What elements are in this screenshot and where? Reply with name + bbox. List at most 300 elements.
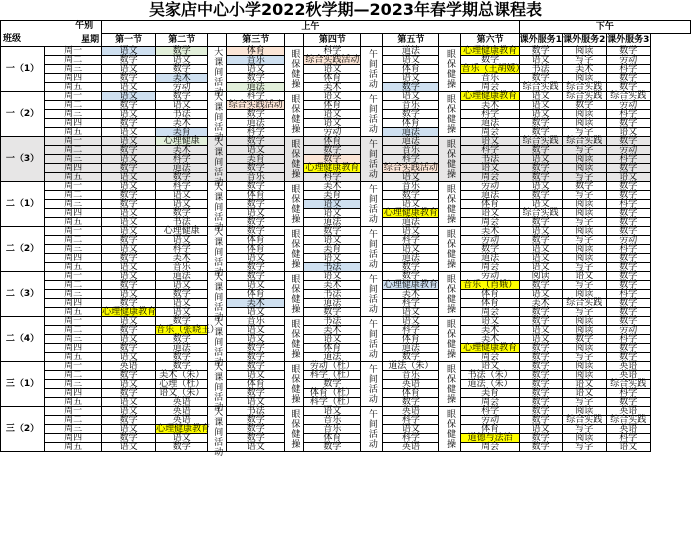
lesson-cell: 美术 <box>562 65 606 74</box>
lesson-cell: 数学 <box>227 227 285 236</box>
lesson-cell: 美术 <box>227 299 285 308</box>
lesson-cell: 语文 <box>383 56 439 65</box>
lesson-cell: 数学 <box>102 281 156 290</box>
lesson-cell: 语文（朱） <box>156 389 208 398</box>
lesson-cell: 数学 <box>227 137 285 146</box>
lesson-cell: 语文 <box>156 191 208 200</box>
day-label: 周二 <box>45 146 102 155</box>
day-label: 周一 <box>45 137 102 146</box>
corner-mid-label: 星期 <box>81 35 100 45</box>
eye-exercise-label: 眼保健操 <box>439 182 461 227</box>
lesson-cell: 美术 <box>304 326 361 335</box>
lesson-cell: 语文 <box>102 245 156 254</box>
lesson-cell: 数学 <box>304 443 361 452</box>
lesson-cell: 数学 <box>227 218 285 227</box>
lesson-cell: 语文 <box>102 317 156 326</box>
lesson-cell: 阅读 <box>562 344 606 353</box>
lesson-cell: 美育 <box>461 389 519 398</box>
eye-exercise-label: 眼保健操 <box>285 317 304 362</box>
lesson-cell: 语文 <box>519 182 562 191</box>
day-label: 周一 <box>45 47 102 56</box>
lesson-cell: 阅读 <box>562 245 606 254</box>
eye-exercise-label: 眼保健操 <box>285 227 304 272</box>
lesson-cell: 数学 <box>606 47 650 56</box>
lesson-cell: 数学 <box>519 173 562 182</box>
lesson-cell: 阅读 <box>562 227 606 236</box>
lesson-cell: 科学 <box>383 299 439 308</box>
eye-exercise-label: 眼保健操 <box>285 92 304 137</box>
lesson-cell: 数学 <box>227 272 285 281</box>
lesson-cell: 英语 <box>606 425 650 434</box>
lesson-cell: 综合实践活动 <box>383 163 438 173</box>
lesson-cell: 语文 <box>156 236 208 245</box>
lesson-cell: 数学 <box>606 191 650 200</box>
lesson-cell: 道法 <box>156 344 208 353</box>
day-label: 周四 <box>45 344 102 353</box>
service-1-header: 课外服务1 <box>519 34 562 45</box>
lesson-cell: 数学 <box>227 416 285 425</box>
lesson-cell: 数学 <box>461 245 519 254</box>
lesson-cell: 数学 <box>606 74 650 83</box>
day-label: 周五 <box>45 443 102 452</box>
lesson-cell: 体育 <box>304 101 361 110</box>
lesson-cell: 科学 <box>461 407 519 416</box>
lesson-cell: 周会 <box>461 398 519 407</box>
lesson-cell: 语文 <box>519 101 562 110</box>
lesson-cell: 写字 <box>562 281 606 290</box>
lesson-cell: 语文 <box>562 272 606 281</box>
eye-exercise-label: 眼保健操 <box>439 92 461 137</box>
lesson-cell: 语文 <box>102 83 156 92</box>
day-label: 周五 <box>45 173 102 182</box>
class-label: 三（2） <box>1 407 45 452</box>
day-label: 周四 <box>45 164 102 173</box>
lesson-cell: 心理健康教育 <box>461 92 519 101</box>
lesson-cell: 数学 <box>519 119 562 128</box>
lesson-cell: 数学 <box>227 182 285 191</box>
period-5-header: 第五节 <box>383 34 439 47</box>
lesson-cell: 数学 <box>227 74 285 83</box>
lesson-cell: 数学 <box>102 56 156 65</box>
lesson-cell: 语文 <box>102 182 156 191</box>
lesson-cell: 美术 <box>461 101 519 110</box>
lesson-cell: 美术 <box>383 290 439 299</box>
lesson-cell: 语文 <box>383 227 439 236</box>
day-label: 周五 <box>45 308 102 317</box>
lesson-cell: 阅读 <box>562 200 606 209</box>
lesson-cell: 数学 <box>227 263 285 272</box>
lesson-cell: 美育 <box>227 155 285 164</box>
lesson-cell: 美术 <box>461 335 519 344</box>
lesson-cell: 体育 <box>227 191 285 200</box>
corner-header <box>1 21 102 47</box>
lesson-cell: 语文 <box>156 200 208 209</box>
lesson-cell: 美术 <box>304 182 361 191</box>
class-label: 一（2） <box>1 92 45 137</box>
lesson-cell: 语文 <box>304 209 361 218</box>
lesson-cell: 科学 <box>156 245 208 254</box>
lesson-cell: 音乐 <box>383 371 439 380</box>
lesson-cell: 数学 <box>156 317 208 326</box>
lesson-cell: 语文 <box>102 65 156 74</box>
lesson-cell: 数学 <box>102 191 156 200</box>
lesson-cell: 心理健康教育 <box>461 47 519 56</box>
lesson-cell: 数学 <box>606 254 650 263</box>
lesson-cell: 语文 <box>383 74 439 83</box>
lesson-cell: 劳动 <box>606 101 650 110</box>
lesson-cell: 数学 <box>156 92 208 101</box>
eye-exercise-label: 眼保健操 <box>285 272 304 317</box>
noon-activity-label: 午间活动 <box>361 407 383 452</box>
lesson-cell: 劳动（杜） <box>304 362 361 371</box>
lesson-cell: 音乐 <box>383 101 439 110</box>
lesson-cell: 语文 <box>519 254 562 263</box>
lesson-cell: 写字 <box>562 236 606 245</box>
lesson-cell: 综合实践 <box>606 380 650 389</box>
lesson-cell: 语文 <box>383 245 439 254</box>
lesson-cell: 道法 <box>383 47 439 56</box>
lesson-cell: 道法 <box>461 191 519 200</box>
period-4-header: 第四节 <box>304 34 361 47</box>
lesson-cell: 阅读 <box>562 254 606 263</box>
lesson-cell: 体育 <box>304 344 361 353</box>
lesson-cell: 阅读 <box>562 155 606 164</box>
lesson-cell: 数学 <box>102 200 156 209</box>
day-label: 周五 <box>45 353 102 362</box>
lesson-cell: 美术 <box>461 227 519 236</box>
lesson-cell: 综合实践 <box>562 137 606 146</box>
lesson-cell: 体育 <box>227 245 285 254</box>
lesson-cell: 书法 <box>304 263 361 272</box>
lesson-cell: 道法（朱） <box>461 380 519 389</box>
lesson-cell: 写字 <box>562 128 606 137</box>
eye-exercise-label: 眼保健操 <box>439 317 461 362</box>
day-label: 周四 <box>45 119 102 128</box>
lesson-cell: 科学 <box>227 128 285 137</box>
day-label: 周四 <box>45 254 102 263</box>
lesson-cell: 劳动 <box>156 83 208 92</box>
lesson-cell: 语文 <box>304 272 361 281</box>
day-label: 周三 <box>45 425 102 434</box>
lesson-cell: 数学 <box>383 83 439 92</box>
lesson-cell: 数学 <box>156 47 208 56</box>
lesson-cell: 心理健康教育 <box>102 307 157 317</box>
lesson-cell: 数学 <box>606 119 650 128</box>
lesson-cell: 美育 <box>304 191 361 200</box>
table-row <box>1 443 691 452</box>
lesson-cell: 语文 <box>102 92 156 101</box>
class-label: 三（1） <box>1 362 45 407</box>
lesson-cell: 语文 <box>519 56 562 65</box>
lesson-cell: 数学 <box>519 128 562 137</box>
lesson-cell: 语文 <box>227 335 285 344</box>
service-2-header: 课外服务2 <box>563 34 606 45</box>
lesson-cell: 道法 <box>461 254 519 263</box>
lesson-cell: 道法 <box>304 218 361 227</box>
lesson-cell: 书法 <box>304 290 361 299</box>
lesson-cell: 数学 <box>227 434 285 443</box>
lesson-cell: 语文 <box>102 218 156 227</box>
lesson-cell: 美术 <box>461 326 519 335</box>
day-label: 周一 <box>45 92 102 101</box>
lesson-cell: 美育 <box>304 245 361 254</box>
lesson-cell: 数学 <box>519 362 562 371</box>
lesson-cell: 数学 <box>227 389 285 398</box>
lesson-cell: 体育 <box>227 290 285 299</box>
lesson-cell: 数学 <box>102 146 156 155</box>
lesson-cell: 数学 <box>102 74 156 83</box>
day-label: 周三 <box>45 155 102 164</box>
lesson-cell: 周会 <box>461 83 519 92</box>
lesson-cell: 科学 <box>606 389 650 398</box>
day-label: 周五 <box>45 398 102 407</box>
lesson-cell: 科学（杜） <box>304 371 361 380</box>
lesson-cell: 语文 <box>102 263 156 272</box>
day-label: 周三 <box>45 290 102 299</box>
lesson-cell: 语文 <box>102 290 156 299</box>
lesson-cell: 数学 <box>519 281 562 290</box>
lesson-cell: 体育（杜） <box>304 389 361 398</box>
morning-header: 上午 <box>102 21 520 34</box>
class-label: 一（3） <box>1 137 45 182</box>
lesson-cell: 语文 <box>102 425 156 434</box>
lesson-cell: 数学 <box>227 344 285 353</box>
day-label: 周二 <box>45 56 102 65</box>
lesson-cell: 数学 <box>519 218 562 227</box>
class-label: 一（1） <box>1 47 45 92</box>
day-label: 周三 <box>45 110 102 119</box>
lesson-cell: 数学 <box>156 209 208 218</box>
lesson-cell: 语文 <box>383 92 439 101</box>
noon-activity-label: 午间活动 <box>361 182 383 227</box>
lesson-cell: 劳动 <box>461 236 519 245</box>
eye-exercise-label: 眼保健操 <box>439 47 461 92</box>
lesson-cell: 语文 <box>156 434 208 443</box>
lesson-cell: 语文 <box>227 308 285 317</box>
lesson-cell: 科学 <box>606 290 650 299</box>
lesson-cell: 数学 <box>102 101 156 110</box>
lesson-cell: 数学 <box>227 353 285 362</box>
lesson-cell: 语文 <box>102 407 156 416</box>
lesson-cell: 数学 <box>102 389 156 398</box>
day-label: 周三 <box>45 245 102 254</box>
lesson-cell: 语文 <box>519 110 562 119</box>
lesson-cell: 语文 <box>383 425 439 434</box>
schedule-table <box>0 20 691 457</box>
lesson-cell: 周会 <box>461 173 519 182</box>
lesson-cell: 科学 <box>606 155 650 164</box>
eye-exercise-label: 眼保健操 <box>439 137 461 182</box>
lesson-cell: 语文 <box>461 164 519 173</box>
lesson-cell: 英语 <box>606 407 650 416</box>
lesson-cell: 语文 <box>562 380 606 389</box>
lesson-cell: 语文 <box>102 398 156 407</box>
lesson-cell: 语文 <box>156 308 208 317</box>
lesson-cell: 音乐（王胡媛） <box>461 64 525 74</box>
lesson-cell: 数学 <box>227 362 285 371</box>
lesson-cell: 数学 <box>156 335 208 344</box>
lesson-cell: 数学 <box>156 173 208 182</box>
lesson-cell: 音乐 <box>227 173 285 182</box>
lesson-cell: 语文 <box>461 317 519 326</box>
lesson-cell: 写字 <box>562 191 606 200</box>
day-label: 周三 <box>45 200 102 209</box>
lesson-cell: 英语 <box>383 443 439 452</box>
lesson-cell: 心理健康教育 <box>305 163 360 173</box>
eye-exercise-label: 眼保健操 <box>439 272 461 317</box>
day-label: 周四 <box>45 299 102 308</box>
lesson-cell: 美术 <box>304 281 361 290</box>
lesson-cell: 美术 <box>156 74 208 83</box>
lesson-cell: 综合实践 <box>562 416 606 425</box>
lesson-cell: 体育 <box>227 236 285 245</box>
lesson-cell: 心理健康教育 <box>156 424 211 434</box>
day-label: 周二 <box>45 191 102 200</box>
lesson-cell: 数学 <box>519 416 562 425</box>
corner-top-label: 午别 <box>75 21 94 31</box>
lesson-cell: 数学 <box>606 164 650 173</box>
lesson-cell: 语文 <box>156 101 208 110</box>
eye-exercise-label: 眼保健操 <box>285 137 304 182</box>
lesson-cell: 书法（朱） <box>461 371 519 380</box>
lesson-cell: 音乐 <box>304 425 361 434</box>
lesson-cell: 科学（杜） <box>304 398 361 407</box>
lesson-cell: 语文 <box>383 317 439 326</box>
lesson-cell: 美术 <box>156 254 208 263</box>
lesson-cell: 道法 <box>383 218 439 227</box>
day-label: 周三 <box>45 335 102 344</box>
day-label: 周一 <box>45 227 102 236</box>
lesson-cell: 英语 <box>156 416 208 425</box>
lesson-cell: 英语 <box>102 362 156 371</box>
lesson-cell: 道法 <box>156 272 208 281</box>
lesson-cell: 体育 <box>227 380 285 389</box>
lesson-cell: 阅读 <box>562 74 606 83</box>
big-break-label: 大课间活动 <box>208 362 227 407</box>
lesson-cell: 语文 <box>304 119 361 128</box>
period-2-header: 第二节 <box>156 34 208 47</box>
lesson-cell: 综合实践 <box>606 416 650 425</box>
lesson-cell: 音乐 <box>461 74 519 83</box>
lesson-cell: 语文 <box>227 65 285 74</box>
lesson-cell: 语文 <box>102 353 156 362</box>
lesson-cell: 数学 <box>562 335 606 344</box>
lesson-cell: 美术 <box>156 119 208 128</box>
lesson-cell: 数学 <box>562 101 606 110</box>
day-label: 周四 <box>45 209 102 218</box>
lesson-cell: 阅读 <box>562 317 606 326</box>
lesson-cell: 科学 <box>304 173 361 182</box>
lesson-cell: 科学 <box>383 416 439 425</box>
corner-left-label: 班级 <box>3 34 22 44</box>
lesson-cell: 数学 <box>606 317 650 326</box>
day-label: 周二 <box>45 326 102 335</box>
lesson-cell: 周会 <box>461 443 519 452</box>
day-label: 周五 <box>45 218 102 227</box>
lesson-cell: 语文 <box>102 380 156 389</box>
lesson-cell: 英语 <box>156 398 208 407</box>
lesson-cell: 数学 <box>519 353 562 362</box>
lesson-cell: 语文 <box>606 128 650 137</box>
lesson-cell: 音乐 <box>383 146 439 155</box>
lesson-cell: 书法 <box>304 317 361 326</box>
lesson-cell: 数学 <box>519 443 562 452</box>
lesson-cell: 数学 <box>102 164 156 173</box>
lesson-cell: 数学 <box>519 236 562 245</box>
lesson-cell: 体育 <box>383 65 439 74</box>
lesson-cell: 语文 <box>383 173 439 182</box>
lesson-cell: 数学 <box>519 317 562 326</box>
day-label: 周二 <box>45 101 102 110</box>
lesson-cell: 写字 <box>562 218 606 227</box>
lesson-cell: 写字 <box>562 173 606 182</box>
big-break-label: 大课间活动 <box>208 92 227 137</box>
lesson-cell: 书法 <box>156 110 208 119</box>
lesson-cell: 书法 <box>156 218 208 227</box>
class-label: 二（1） <box>1 182 45 227</box>
lesson-cell: 科学 <box>606 434 650 443</box>
big-break-label: 大课间活动 <box>208 182 227 227</box>
lesson-cell: 体育 <box>461 425 519 434</box>
lesson-cell: 道法 <box>304 353 361 362</box>
lesson-cell: 写字 <box>562 263 606 272</box>
lesson-cell: 道法 <box>383 137 439 146</box>
lesson-cell: 语文 <box>227 326 285 335</box>
lesson-cell: 劳动 <box>606 56 650 65</box>
lesson-cell: 心理健康 <box>156 227 208 236</box>
lesson-cell: 写字 <box>562 398 606 407</box>
lesson-cell: 数学 <box>519 434 562 443</box>
lesson-cell: 道法 <box>383 254 439 263</box>
lesson-cell: 阅读 <box>562 164 606 173</box>
big-break-label: 大课间活动 <box>208 227 227 272</box>
lesson-cell: 语文 <box>304 110 361 119</box>
lesson-cell: 科学 <box>606 335 650 344</box>
lesson-cell: 英语 <box>606 371 650 380</box>
lesson-cell: 劳动 <box>304 128 361 137</box>
lesson-cell: 写字 <box>562 353 606 362</box>
lesson-cell: 音乐 <box>383 182 439 191</box>
lesson-cell: 语文 <box>102 173 156 182</box>
day-label: 周二 <box>45 416 102 425</box>
lesson-cell: 道法 <box>383 344 439 353</box>
lesson-cell: 数学 <box>519 407 562 416</box>
lesson-cell: 科学 <box>227 92 285 101</box>
lesson-cell: 音乐 <box>304 416 361 425</box>
lesson-cell: 道法（朱） <box>383 362 439 371</box>
lesson-cell: 音乐 <box>227 317 285 326</box>
lesson-cell: 数学 <box>227 425 285 434</box>
lesson-cell: 道法 <box>156 164 208 173</box>
lesson-cell: 语文 <box>156 281 208 290</box>
lesson-cell: 语文 <box>304 407 361 416</box>
lesson-cell: 数学 <box>102 119 156 128</box>
lesson-cell: 科学 <box>156 182 208 191</box>
lesson-cell: 语文 <box>156 299 208 308</box>
lesson-cell: 语文 <box>461 209 519 218</box>
day-label: 周三 <box>45 65 102 74</box>
lesson-cell: 阅读 <box>562 362 606 371</box>
lesson-cell: 数学 <box>383 263 439 272</box>
lesson-cell: 语文 <box>102 110 156 119</box>
eye-exercise-label: 眼保健操 <box>285 407 304 452</box>
period-1-header: 第一节 <box>102 34 156 47</box>
lesson-cell: 数学 <box>519 344 562 353</box>
lesson-cell: 美术（朱） <box>156 371 208 380</box>
lesson-cell: 数学 <box>606 227 650 236</box>
lesson-cell: 美育 <box>156 128 208 137</box>
lesson-cell: 书法 <box>227 407 285 416</box>
